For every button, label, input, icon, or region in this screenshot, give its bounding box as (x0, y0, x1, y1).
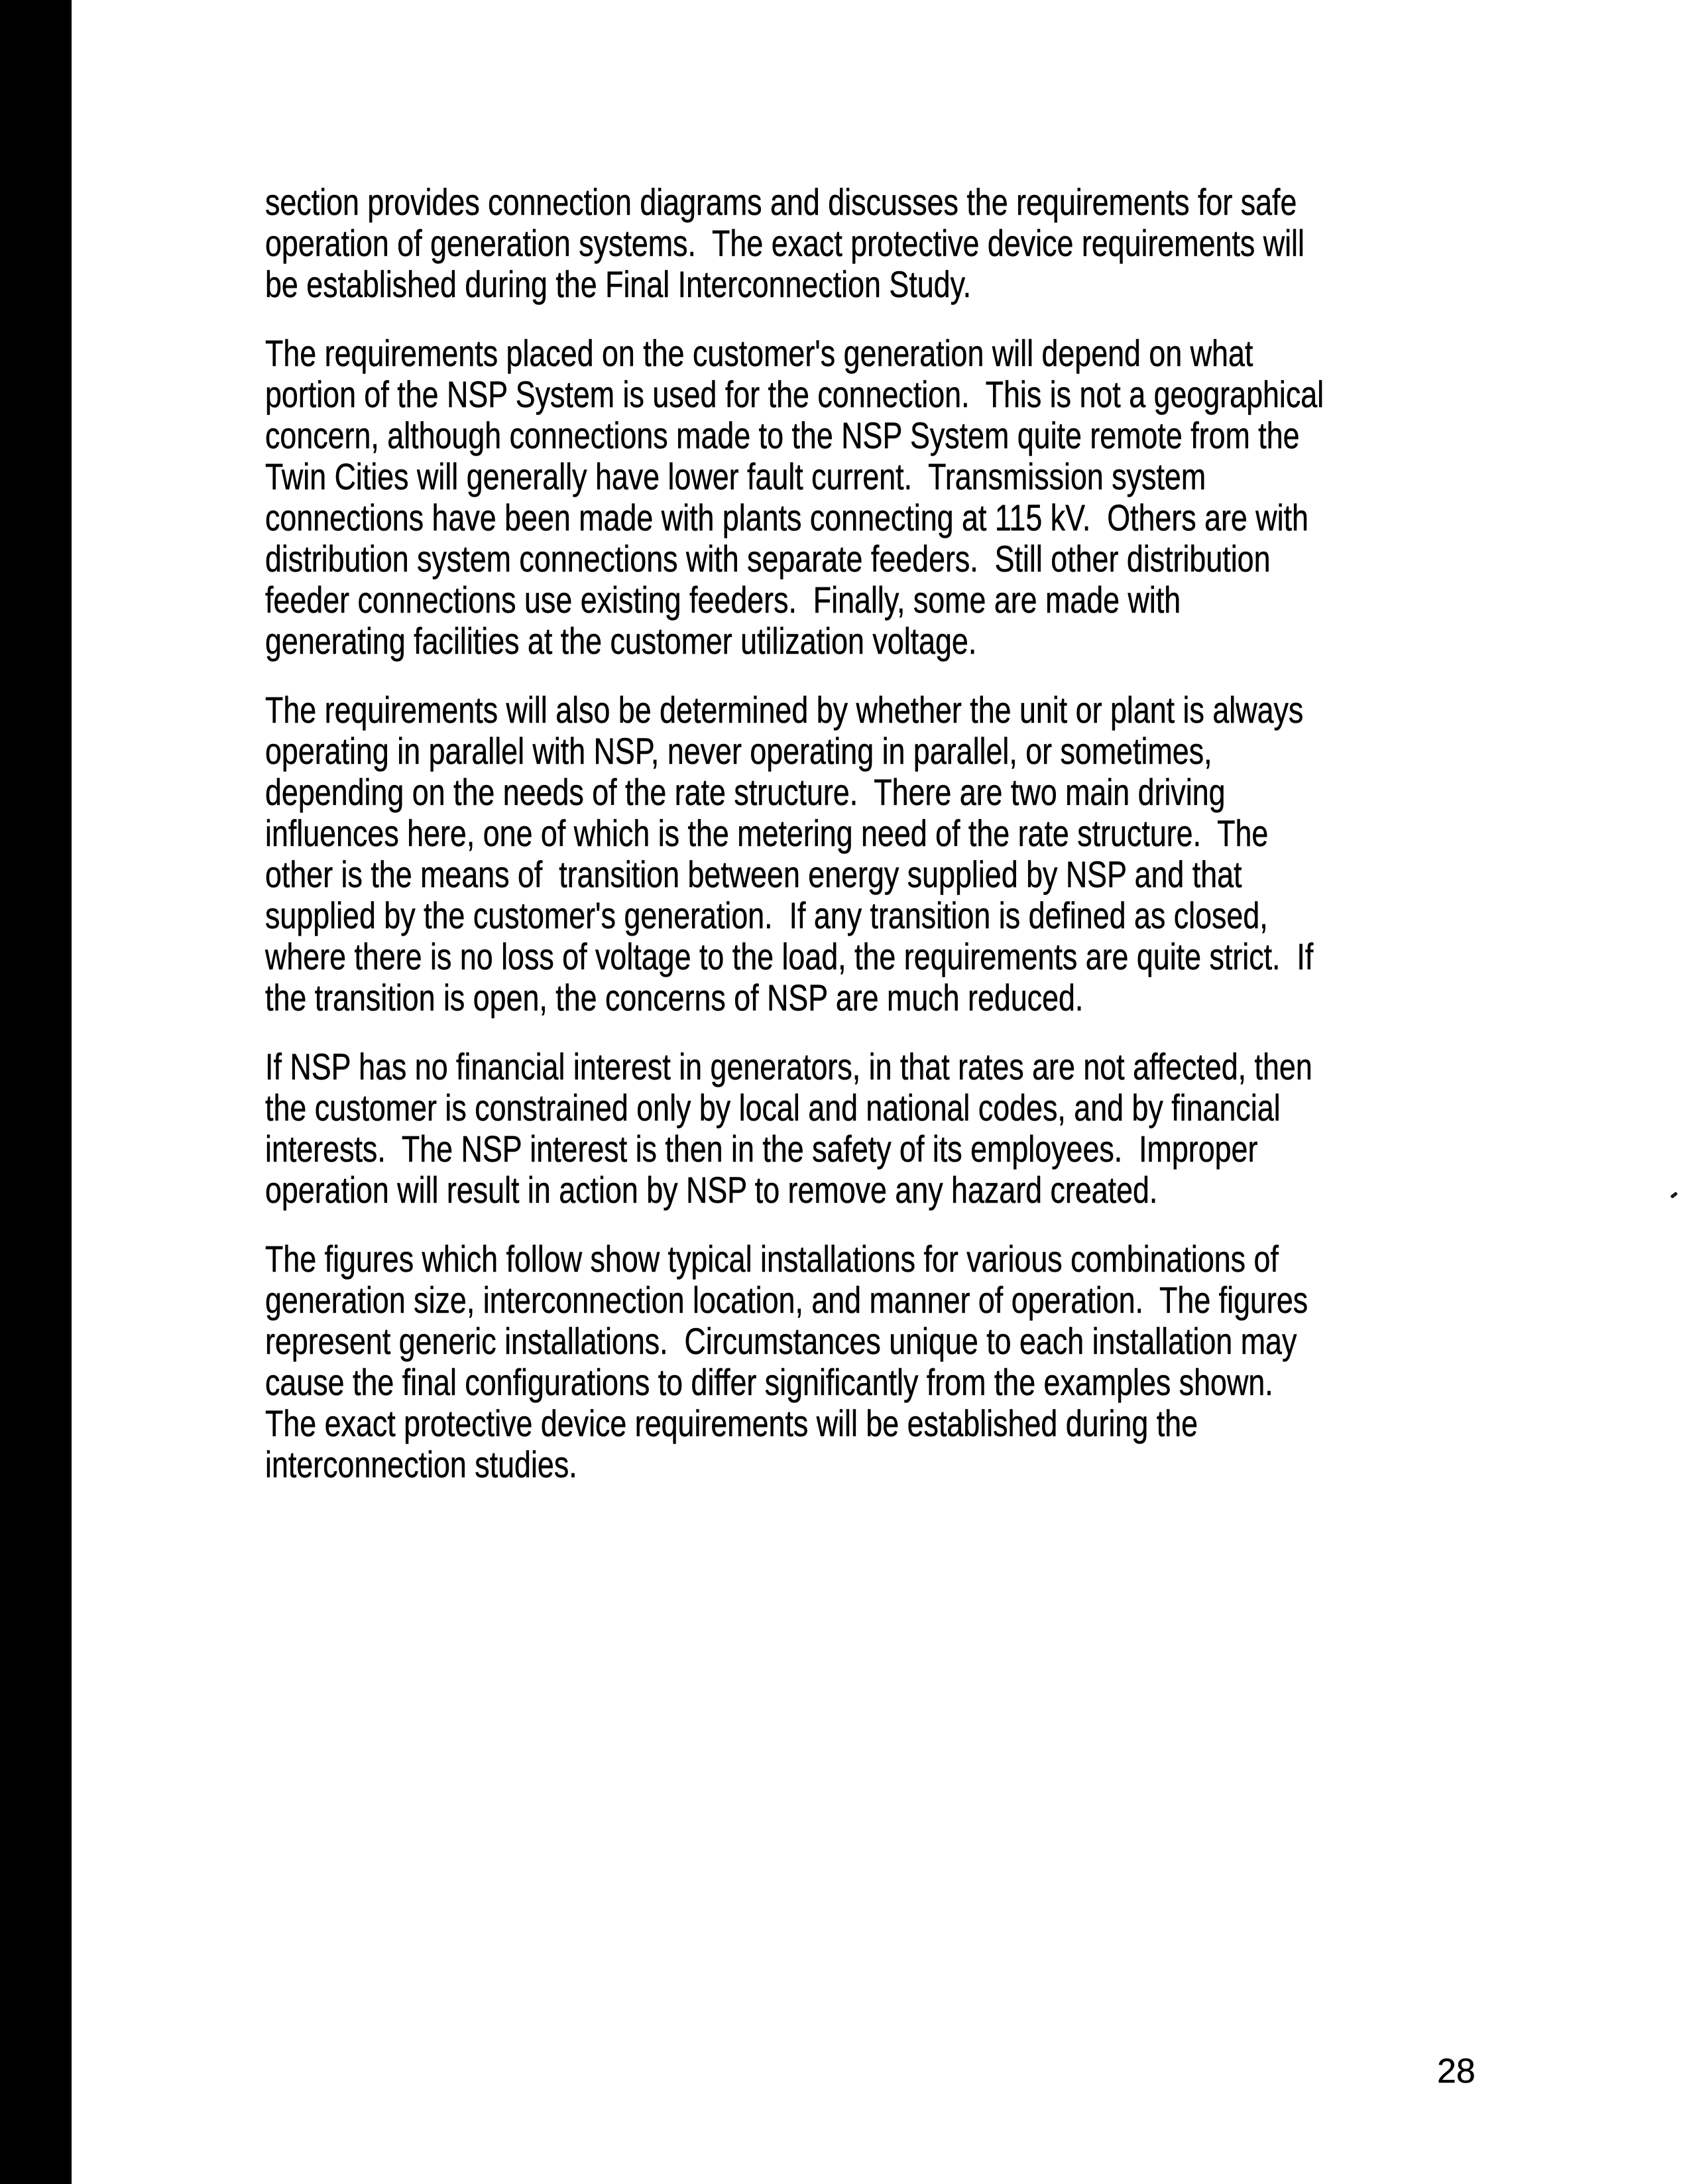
text-line: generation size, interconnection location, and manner of operation. The figures (265, 1279, 1308, 1321)
text-line: The requirements will also be determined by whether the unit or plant is always (265, 689, 1304, 731)
text-line: portion of the NSP System is used for the connection. This is not a geographical (265, 373, 1324, 415)
paragraph-4 (265, 1046, 1312, 1211)
paragraph-5 (265, 1238, 1308, 1485)
scan-edge-black-bar (0, 0, 72, 2184)
paragraph-1 (265, 181, 1304, 305)
text-line: influences here, one of which is the metering need of the rate structure. The (265, 812, 1269, 854)
text-line: cause the final configurations to differ significantly from the examples shown. (265, 1361, 1273, 1403)
text-line: supplied by the customer's generation. If any transition is defined as closed, (265, 894, 1268, 936)
text-line: The figures which follow show typical installations for various combinations of (265, 1238, 1279, 1280)
text-line: The requirements placed on the customer's generation will depend on what (265, 332, 1253, 374)
text-line: the customer is constrained only by local and national codes, and by financial (265, 1087, 1281, 1128)
text-line: interests. The NSP interest is then in the safety of its employees. Improper (265, 1128, 1258, 1170)
text-line: operation will result in action by NSP to remove any hazard created. (265, 1169, 1158, 1211)
paragraph-3 (265, 689, 1314, 1018)
text-line: connections have been made with plants connecting at 115 kV. Others are with (265, 497, 1308, 538)
text-line: interconnection studies. (265, 1443, 577, 1485)
text-line: the transition is open, the concerns of NSP are much reduced. (265, 977, 1084, 1018)
text-line: Twin Cities will generally have lower fault current. Transmission system (265, 455, 1206, 497)
text-line: section provides connection diagrams and discusses the requirements for safe (265, 181, 1297, 223)
page-body-text (265, 182, 1525, 1513)
text-line: feeder connections use existing feeders. Finally, some are made with (265, 579, 1181, 621)
text-line: The exact protective device requirements will be established during the (265, 1402, 1198, 1444)
page-number: 28 (1437, 2052, 1476, 2091)
text-line: If NSP has no financial interest in generators, in that rates are not affected, then (265, 1046, 1312, 1087)
text-line: distribution system connections with separate feeders. Still other distribution (265, 538, 1271, 579)
text-line: other is the means of transition between energy supplied by NSP and that (265, 853, 1242, 895)
text-line: operation of generation systems. The exact protective device requirements will (265, 222, 1304, 264)
text-line: concern, although connections made to the NSP System quite remote from the (265, 414, 1300, 456)
scan-speck-artifact (1670, 1191, 1678, 1199)
text-line: generating facilities at the customer utilization voltage. (265, 620, 977, 662)
text-line: operating in parallel with NSP, never operating in parallel, or sometimes, (265, 730, 1212, 772)
text-line: depending on the needs of the rate structure. There are two main driving (265, 771, 1226, 813)
text-line: be established during the Final Interconnection Study. (265, 263, 972, 305)
text-line: represent generic installations. Circumstances unique to each installation may (265, 1320, 1297, 1362)
text-line: where there is no loss of voltage to the load, the requirements are quite strict. If (265, 936, 1314, 977)
paragraph-2 (265, 332, 1324, 662)
